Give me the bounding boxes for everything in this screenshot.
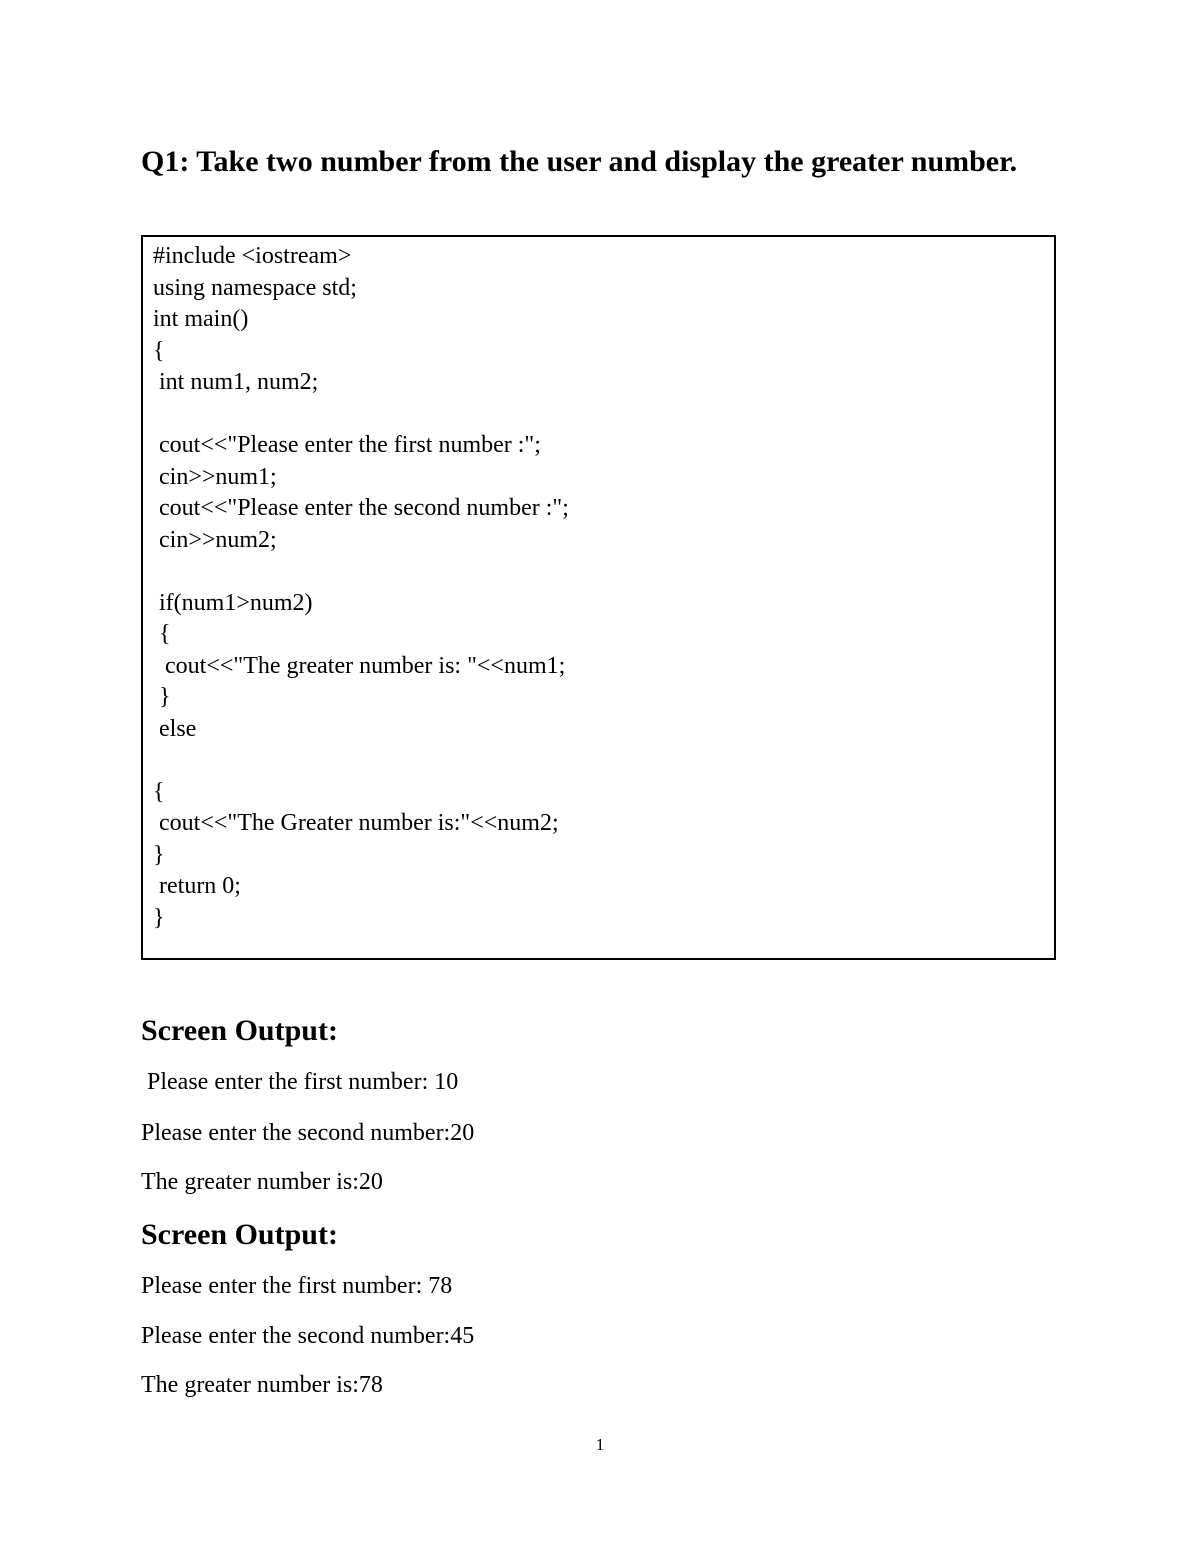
output-line: The greater number is:78 <box>141 1372 383 1398</box>
code-line: cout<<"Please enter the first number :"; <box>153 432 541 458</box>
code-line: int num1, num2; <box>153 369 319 395</box>
code-line: cout<<"Please enter the second number :"; <box>153 495 569 521</box>
screen-output-heading: Screen Output: <box>141 1218 338 1251</box>
code-line: cout<<"The greater number is: "<<num1; <box>153 652 566 679</box>
code-block <box>141 235 1056 960</box>
code-line: cin>>num1; <box>153 463 277 490</box>
output-line: Please enter the second number:20 <box>141 1120 475 1146</box>
output-line: Please enter the first number: 10 <box>141 1069 459 1095</box>
page-number: 1 <box>595 1435 605 1454</box>
code-line <box>153 399 1044 431</box>
output-line: The greater number is:20 <box>141 1169 383 1195</box>
code-line: cin>>num2; <box>153 526 277 553</box>
screen-output-heading: Screen Output: <box>141 1014 338 1047</box>
code-line: cout<<"The Greater number is:"<<num2; <box>153 810 559 836</box>
code-line: return 0; <box>153 873 241 899</box>
code-line: } <box>153 684 171 710</box>
code-line <box>153 745 1044 777</box>
code-line: if(num1>num2) <box>153 589 313 616</box>
code-line: { <box>153 778 165 805</box>
code-line: } <box>153 904 165 931</box>
question-title: Q1: Take two number from the user and display the greater number. <box>141 145 1018 178</box>
code-line: { <box>153 621 171 647</box>
code-line <box>153 556 1044 588</box>
code-line: else <box>153 715 197 742</box>
code-line: using namespace std; <box>153 274 357 301</box>
output-line: Please enter the second number:45 <box>141 1323 475 1349</box>
code-line: #include <iostream> <box>153 243 352 269</box>
code-line: { <box>153 337 165 364</box>
output-line: Please enter the first number: 78 <box>141 1273 453 1299</box>
code-line: } <box>153 841 165 868</box>
code-line: int main() <box>153 306 249 332</box>
